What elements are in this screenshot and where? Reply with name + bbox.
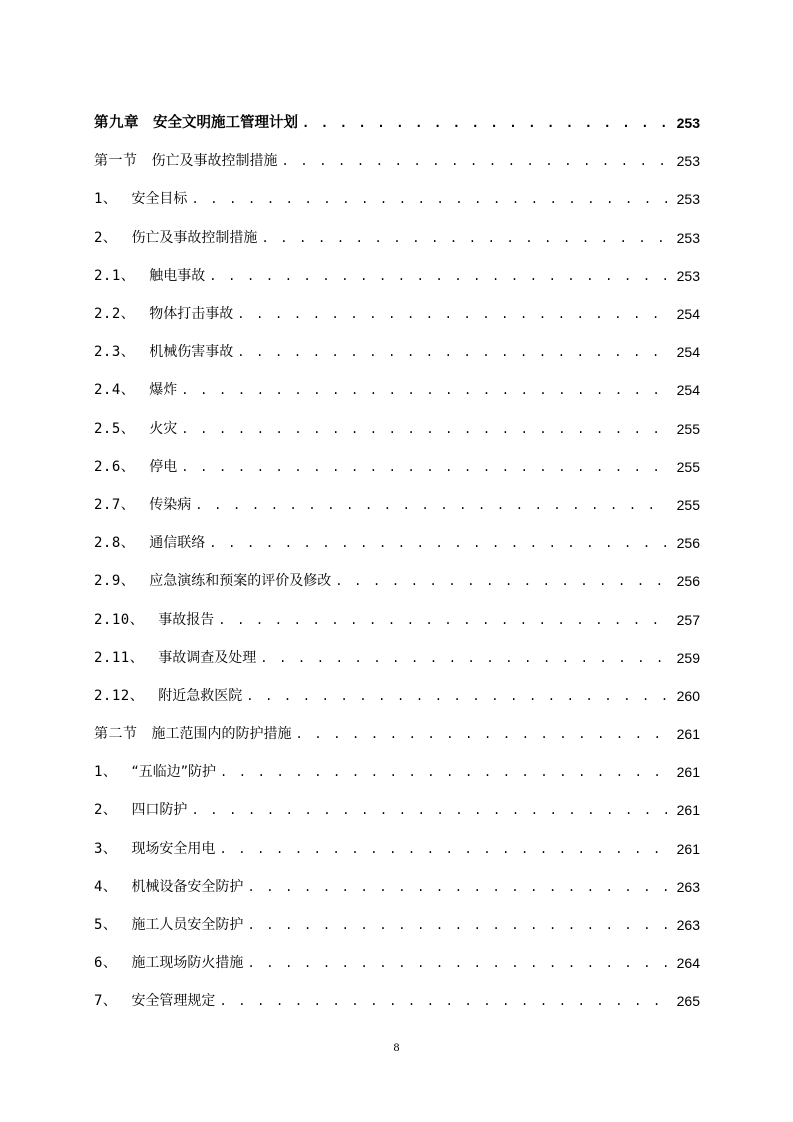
toc-dot-leader [181,458,668,476]
toc-entry-title: 施工现场防火措施 [131,955,244,972]
toc-entry-number: 2.9、 [94,573,136,590]
toc-entry-page: 261 [676,840,700,857]
toc-entry-number: 2、 [94,802,118,819]
toc-entry[interactable] [94,982,700,1020]
toc-entry-page: 263 [676,917,700,934]
toc-entry-title: 伤亡及事故控制措施 [151,153,278,170]
toc-entry-page: 255 [676,458,700,475]
toc-dot-leader [209,534,668,552]
toc-entry-page: 256 [676,535,700,552]
toc-entry-number: 2.5、 [94,420,136,437]
toc-entry-title: 安全管理规定 [131,993,216,1010]
toc-entry-title: 安全文明施工管理计划 [153,115,298,132]
toc-entry[interactable] [94,219,700,257]
toc-entry-title: 事故调查及处理 [158,649,257,666]
toc-dot-leader [335,572,668,590]
toc-entry[interactable] [94,410,700,448]
toc-entry-page: 265 [676,993,700,1010]
toc-dot-leader [247,878,668,896]
toc-dot-leader [247,916,668,934]
toc-entry-number: 第九章 [94,115,139,132]
toc-entry-page: 254 [676,306,700,323]
toc-entry-title: 火灾 [149,420,178,437]
toc-entry-number: 2.11、 [94,649,145,666]
toc-entry-page: 261 [676,764,700,781]
toc-entry[interactable] [94,906,700,944]
toc-entry-title: 通信联络 [149,535,206,552]
toc-entry-page: 253 [676,267,700,284]
toc-dot-leader [237,343,668,361]
toc-entry[interactable] [94,142,700,180]
page-number: 8 [393,1040,400,1054]
toc-entry-title: 物体打击事故 [149,306,234,323]
toc-entry-number: 5、 [94,917,118,934]
toc-entry-page: 263 [676,878,700,895]
toc-entry-number: 第一节 [94,153,138,170]
toc-dot-leader [282,152,669,170]
toc-entry-number: 1、 [94,764,118,781]
toc-dot-leader [260,649,668,667]
toc-entry[interactable] [94,753,700,791]
toc-entry-title: 四口防护 [131,802,188,819]
toc-entry-number: 第二节 [94,726,138,743]
toc-entry-page: 254 [676,382,700,399]
toc-entry-title: 停电 [149,458,178,475]
toc-entry-title: “五临边”防护 [131,764,216,781]
toc-dot-leader [209,267,668,285]
toc-entry-title: 触电事故 [149,267,206,284]
toc-entry[interactable] [94,868,700,906]
toc-entry[interactable] [94,715,700,753]
toc-entry-page: 261 [676,726,700,743]
toc-entry[interactable] [94,677,700,715]
toc-entry[interactable] [94,600,700,638]
toc-entry-page: 253 [676,115,700,132]
toc-entry[interactable] [94,295,700,333]
toc-entry-number: 2.4、 [94,382,136,399]
toc-entry-title: 机械设备安全防护 [131,878,244,895]
toc-entry-title: 附近急救医院 [158,687,243,704]
toc-dot-leader [247,954,668,972]
toc-dot-leader [195,496,668,514]
toc-entry[interactable] [94,333,700,371]
toc-entry-number: 2.8、 [94,535,136,552]
toc-entry-page: 255 [676,420,700,437]
toc-entry-title: 安全目标 [131,191,188,208]
toc-entry-title: 机械伤害事故 [149,344,234,361]
toc-entry-title: 应急演练和预案的评价及修改 [149,573,332,590]
toc-dot-leader [218,611,668,629]
toc-entry-page: 260 [676,687,700,704]
toc-entry[interactable] [94,944,700,982]
toc-entry[interactable] [94,257,700,295]
toc-dot-leader [219,992,668,1010]
toc-entry-page: 255 [676,496,700,513]
toc-entry-page: 253 [676,229,700,246]
toc-entry-number: 3、 [94,840,118,857]
toc-entry-page: 253 [676,191,700,208]
toc-entry-title: 现场安全用电 [131,840,216,857]
toc-entry-page: 264 [676,955,700,972]
toc-dot-leader [181,420,668,438]
toc-entry[interactable] [94,180,700,218]
toc-entry[interactable] [94,486,700,524]
table-of-contents [94,104,700,1021]
toc-entry-title: 伤亡及事故控制措施 [131,229,258,246]
toc-dot-leader [181,381,668,399]
toc-dot-leader [219,840,668,858]
toc-entry-number: 2.3、 [94,344,136,361]
toc-entry-page: 254 [676,344,700,361]
toc-entry-title: 爆炸 [149,382,178,399]
toc-entry[interactable] [94,830,700,868]
toc-entry-number: 2.1、 [94,267,136,284]
toc-dot-leader [220,763,668,781]
toc-entry-number: 2.10、 [94,611,145,628]
toc-dot-leader [296,725,669,743]
toc-entry-number: 7、 [94,993,118,1010]
toc-entry[interactable] [94,104,700,142]
toc-dot-leader [191,801,668,819]
toc-entry-number: 1、 [94,191,118,208]
toc-dot-leader [302,114,668,132]
toc-entry-number: 6、 [94,955,118,972]
toc-entry-page: 253 [676,153,700,170]
toc-dot-leader [246,687,668,705]
toc-entry-number: 2.2、 [94,306,136,323]
toc-entry[interactable] [94,448,700,486]
toc-entry-title: 施工范围内的防护措施 [151,726,292,743]
toc-entry-number: 2.12、 [94,687,145,704]
toc-entry-page: 261 [676,802,700,819]
toc-entry-page: 259 [676,649,700,666]
toc-entry-title: 事故报告 [158,611,215,628]
toc-entry-title: 传染病 [149,496,192,513]
toc-dot-leader [237,305,668,323]
toc-entry-number: 2.7、 [94,496,136,513]
toc-entry[interactable] [94,371,700,409]
toc-entry-number: 2.6、 [94,458,136,475]
toc-entry-number: 2、 [94,229,118,246]
toc-entry-page: 256 [676,573,700,590]
toc-entry-title: 施工人员安全防护 [131,917,244,934]
toc-entry[interactable] [94,562,700,600]
toc-dot-leader [191,190,668,208]
toc-dot-leader [261,229,668,247]
toc-entry[interactable] [94,524,700,562]
toc-entry-page: 257 [676,611,700,628]
toc-entry[interactable] [94,639,700,677]
toc-entry-number: 4、 [94,878,118,895]
toc-entry[interactable] [94,791,700,829]
